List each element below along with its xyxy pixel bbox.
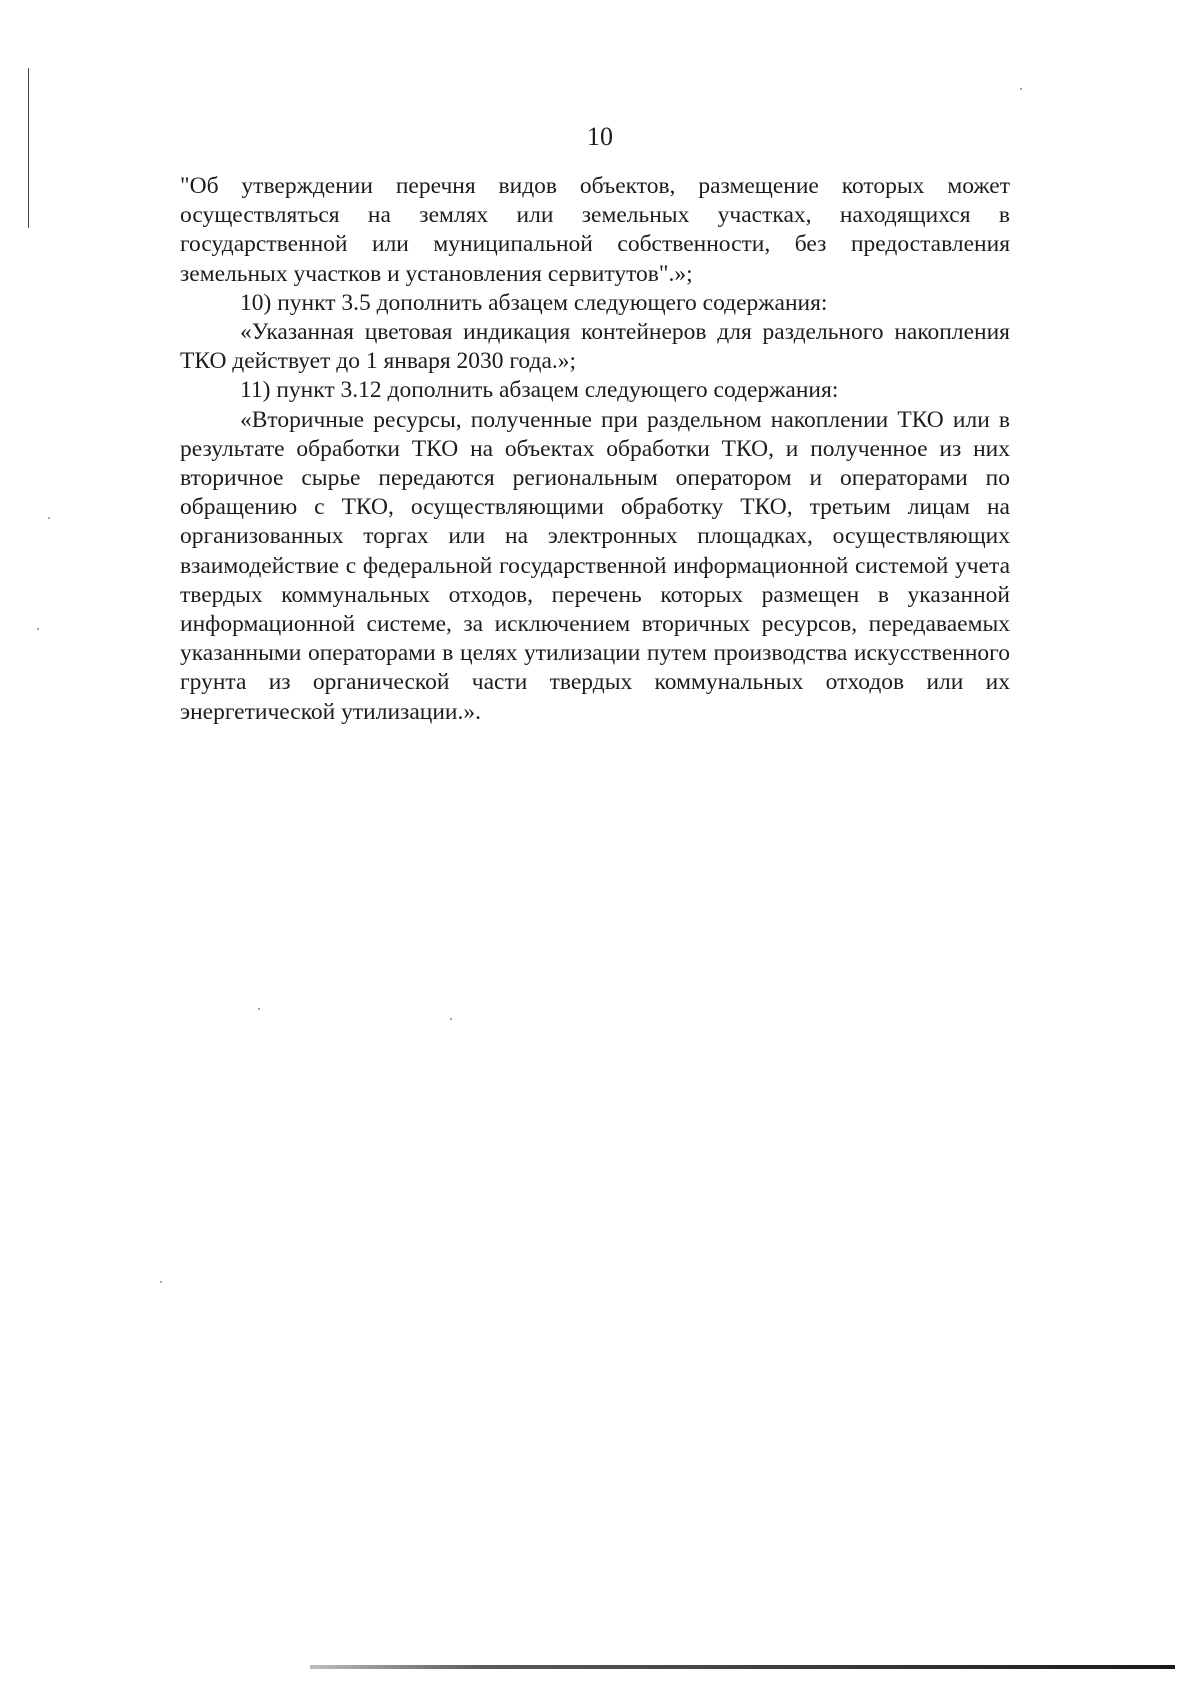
page-number: 10 bbox=[587, 122, 613, 151]
scan-dust bbox=[37, 628, 39, 630]
document-body bbox=[180, 172, 1010, 727]
scan-dust bbox=[258, 1008, 260, 1010]
scan-bottom-line bbox=[310, 1665, 1175, 1669]
paragraph-quote-color-indication: «Указанная цветовая индикация контейнеров для раздельного накопления ТКО действует до 1 января 2030 года.»; bbox=[180, 319, 1010, 375]
paragraph-quote-secondary-resources: «Вторичные ресурсы, полученные при раздельном накоплении ТКО или в результате обработки ТКО на объектах обработки ТКО, и полученное из них вторичное сырье передаются региональным оператором и операторами по обращению с ТКО, осуществляющими обработку ТКО, третьим лицам на организованных торгах или на электронных площадках, осуществляющих взаимодействие с федеральной государственной информационной системой учета твердых коммунальных отходов, перечень которых размещен в указанной информационной системе, за исключением вторичных ресурсов, передаваемых указанными операторами в целях утилизации путем производства искусственного грунта из органической части твердых коммунальных отходов или их энергетической утилизации.». bbox=[180, 406, 1010, 725]
paragraph-continuation: "Об утверждении перечня видов объектов, размещение которых может осуществляться на землях или земельных участках, находящихся в государственной или муниципальной собственности, без предоставления земельных участков и установления сервитутов".»; bbox=[180, 173, 1010, 287]
scan-dust bbox=[450, 1018, 452, 1020]
scan-dust bbox=[1020, 88, 1022, 90]
scan-dust bbox=[160, 1281, 162, 1283]
paragraph-item-11: 11) пункт 3.12 дополнить абзацем следующего содержания: bbox=[240, 377, 839, 404]
scan-dust bbox=[48, 517, 50, 519]
paragraph-item-10: 10) пункт 3.5 дополнить абзацем следующего содержания: bbox=[240, 289, 828, 316]
